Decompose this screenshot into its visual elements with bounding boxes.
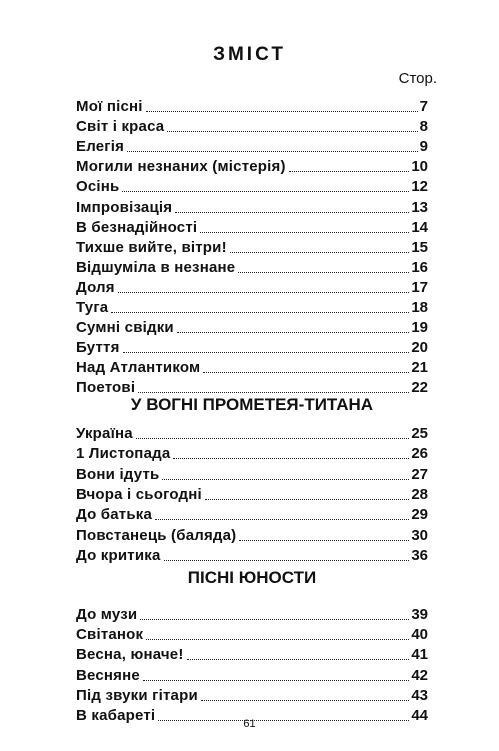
toc-entry: [76, 297, 428, 317]
dot-leader: [177, 331, 409, 333]
toc-entry-title: В безнадійності: [76, 218, 198, 236]
dot-leader: [175, 211, 409, 213]
toc-entry-page: 22: [411, 379, 428, 397]
toc-entry-page: 19: [411, 319, 428, 337]
dot-leader: [123, 351, 410, 353]
dot-leader: [239, 539, 409, 541]
dot-leader: [238, 271, 409, 273]
toc-entry: [76, 217, 428, 237]
toc-entry: [76, 156, 428, 176]
toc-entry: [76, 257, 428, 277]
toc-entry: [76, 136, 428, 156]
toc-entry-title: Відшуміла в незнане: [76, 258, 236, 276]
page-column-label: Стор.: [398, 70, 437, 87]
toc-entry: [76, 96, 428, 116]
dot-leader: [146, 638, 409, 640]
toc-entry-title: Під звуки гітари: [76, 686, 198, 704]
section-heading: У ВОГНІ ПРОМЕТЕЯ-ТИТАНА: [130, 395, 374, 414]
toc-entry-page: 16: [411, 258, 428, 276]
toc-entry-title: Над Атлантиком: [76, 359, 201, 377]
toc-entry-title: Весна, юначе!: [76, 646, 184, 664]
toc-entry-page: 7: [419, 98, 428, 115]
dot-leader: [201, 699, 409, 701]
dot-leader: [205, 498, 409, 500]
toc-entry-title: Доля: [76, 278, 115, 296]
toc-entry-title: До батька: [76, 506, 153, 524]
section-heading: ПІСНІ ЮНОСТИ: [187, 568, 317, 587]
toc-entry-page: 30: [411, 526, 428, 544]
toc-entry: [76, 197, 428, 217]
toc-entry-page: 12: [411, 178, 428, 196]
dot-leader: [127, 150, 418, 152]
toc-entry: [76, 604, 428, 624]
toc-entry-title: Елегія: [76, 138, 125, 156]
toc-entry: [76, 423, 428, 443]
toc-entry-page: 25: [411, 425, 428, 442]
toc-entry-page: 20: [411, 339, 428, 357]
toc-entry-title: Світ і краса: [76, 118, 165, 136]
dot-leader: [167, 130, 417, 132]
toc-entry-title: Осінь: [76, 178, 120, 196]
toc-entry-page: 27: [411, 465, 428, 483]
toc-entry-title: Світанок: [76, 626, 144, 644]
dot-leader: [162, 478, 409, 480]
toc-entry-page: 13: [411, 198, 428, 216]
toc-entry: [76, 644, 428, 664]
toc-entry-title: Україна: [76, 425, 133, 442]
toc-entry-page: 17: [411, 278, 428, 296]
dot-leader: [138, 391, 409, 393]
toc-entry-title: Весняне: [76, 666, 140, 684]
toc-entry: [76, 176, 428, 196]
toc-entry-page: 44: [411, 707, 428, 724]
toc-entry-title: Імпровізація: [76, 198, 173, 216]
toc-entry: [76, 685, 428, 705]
toc-entry: [76, 665, 428, 685]
toc-entry: [76, 116, 428, 136]
toc-entry-page: 41: [411, 646, 428, 664]
dot-leader: [230, 251, 410, 253]
toc-entry: [76, 525, 428, 545]
toc-entry-title: Туга: [76, 299, 109, 316]
toc-entry-title: Поетові: [76, 379, 136, 397]
dot-leader: [143, 679, 409, 681]
toc-entry: [76, 443, 428, 463]
toc-entry: [76, 545, 428, 565]
toc-entry-page: 42: [411, 666, 428, 684]
toc-title: ЗМІСТ: [213, 44, 286, 65]
toc-entry-title: В кабареті: [76, 707, 156, 724]
toc-entry-page: 18: [411, 299, 428, 316]
toc-entry-title: 1 Листопада: [76, 445, 171, 463]
dot-leader: [200, 231, 409, 233]
toc-entry-page: 10: [411, 158, 428, 176]
toc-entry-page: 15: [411, 238, 428, 256]
dot-leader: [173, 457, 409, 459]
dot-leader: [146, 110, 418, 112]
toc-entry-page: 8: [419, 118, 428, 136]
toc-entry-page: 39: [411, 606, 428, 623]
toc-entry: [76, 237, 428, 257]
toc-entry-title: До музи: [76, 606, 138, 623]
toc-entry-title: До критика: [76, 546, 161, 564]
toc-entry-title: Вони ідуть: [76, 465, 160, 483]
toc-entry: [76, 504, 428, 524]
toc-entry: [76, 357, 428, 377]
dot-leader: [203, 371, 409, 373]
toc-entry: [76, 337, 428, 357]
toc-entry-title: Мої пісні: [76, 98, 143, 115]
toc-entry: [76, 624, 428, 644]
toc-entry-title: Сумні свідки: [76, 319, 174, 337]
dot-leader: [187, 658, 410, 660]
toc-entry: [76, 464, 428, 484]
toc-entry-page: 36: [411, 546, 428, 564]
toc-entry: [76, 277, 428, 297]
toc-entry-page: 43: [411, 686, 428, 704]
toc-entry-page: 21: [411, 359, 428, 377]
dot-leader: [140, 618, 409, 620]
toc-entry-title: Буття: [76, 339, 120, 357]
toc-entry-page: 26: [411, 445, 428, 463]
toc-entry-page: 40: [411, 626, 428, 644]
dot-leader: [136, 437, 410, 439]
toc-entry: [76, 484, 428, 504]
toc-entry-page: 14: [411, 218, 428, 236]
toc-entry-title: Повстанець (баляда): [76, 526, 237, 544]
toc-entry-page: 9: [419, 138, 428, 156]
dot-leader: [111, 311, 409, 313]
dot-leader: [122, 190, 409, 192]
toc-entry-title: Вчора і сьогодні: [76, 485, 202, 503]
toc-entry-title: Могили незнаних (містерія): [76, 158, 286, 176]
dot-leader: [164, 559, 410, 561]
dot-leader: [155, 518, 409, 520]
toc-entry: [76, 317, 428, 337]
dot-leader: [118, 291, 410, 293]
toc-entry-page: 28: [411, 485, 428, 503]
page-number: 61: [243, 718, 256, 730]
toc-entry-title: Тихше вийте, вітри!: [76, 238, 227, 256]
toc-entry-page: 29: [411, 506, 428, 524]
dot-leader: [289, 170, 410, 172]
